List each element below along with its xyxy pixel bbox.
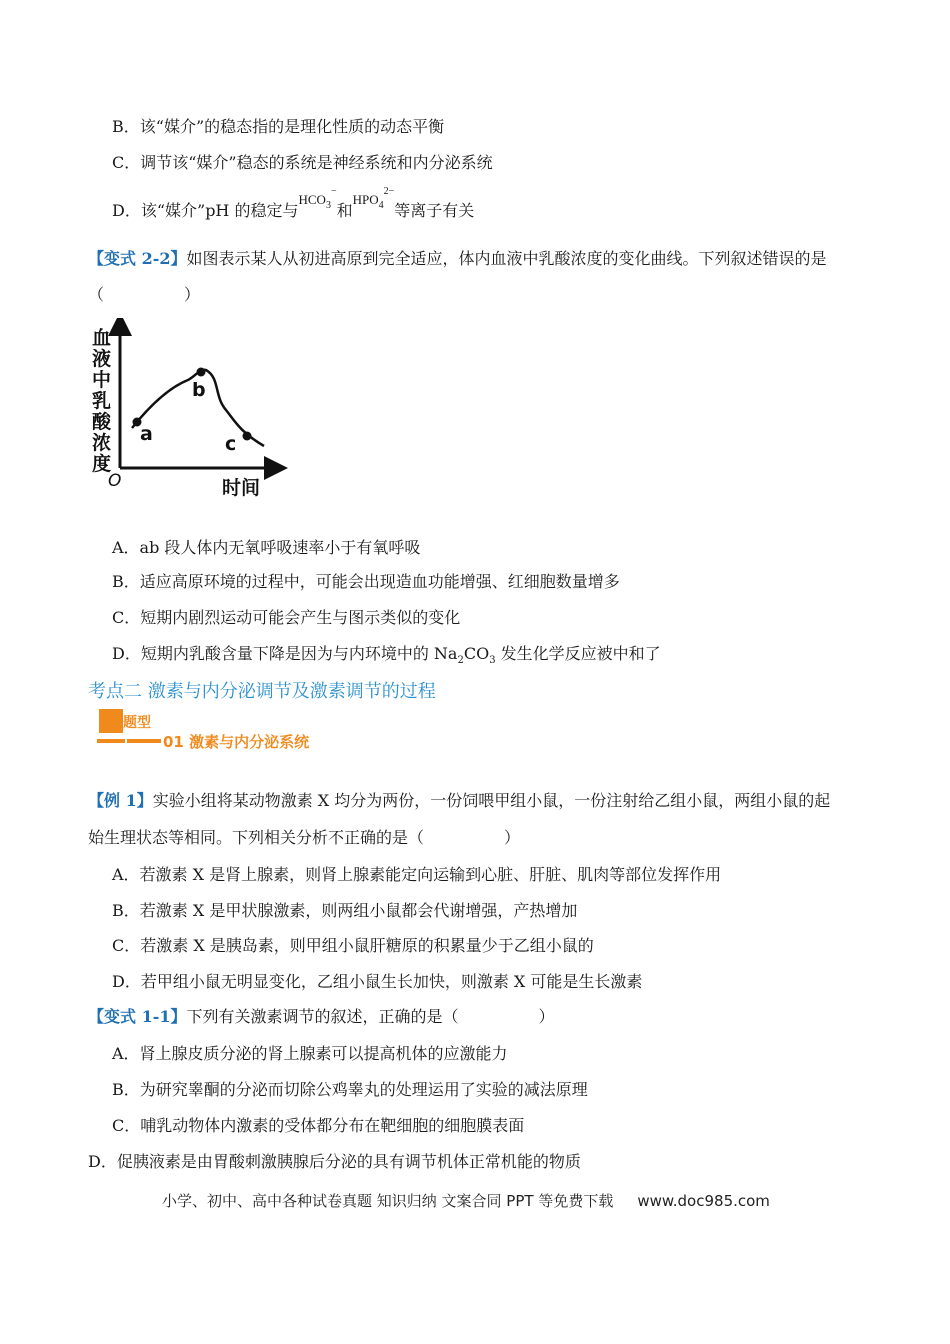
- option-b: [112, 116, 444, 138]
- badge-bar: [127, 739, 161, 743]
- option-a: [112, 1043, 508, 1065]
- option-text: B．为研究睾酮的分泌而切除公鸡睾丸的处理运用了实验的减法原理: [112, 1080, 588, 1099]
- lactate-chart: [88, 318, 288, 508]
- option-d: [112, 643, 661, 668]
- option-text: B．若激素 X 是甲状腺激素，则两组小鼠都会代谢增强，产热增加: [112, 901, 578, 920]
- ion-sup: −: [330, 186, 337, 197]
- question-tag: 【例 1】: [88, 791, 153, 810]
- option-c: [112, 607, 460, 629]
- option-text: CO: [463, 644, 490, 663]
- subscript: 2: [457, 655, 464, 666]
- footer-text: 小学、初中、高中各种试卷真题 知识归纳 文案合同 PPT 等免费下载: [162, 1192, 614, 1210]
- x-axis-label: 时间: [222, 477, 261, 499]
- badge-bar: [97, 739, 125, 743]
- option-text: 和: [336, 201, 353, 220]
- ion-hpo4: [352, 186, 395, 211]
- ion-base: HPO: [352, 192, 379, 207]
- page-footer: [162, 1190, 770, 1211]
- option-text: D．该“媒介”pH 的稳定与: [112, 201, 299, 220]
- ion-hco3: [298, 186, 337, 211]
- blank-text: （ ）: [88, 285, 201, 304]
- stem-text: 实验小组将某动物激素 X 均分为两份，一份饲喂甲组小鼠，一份注射给乙组小鼠，两组小鼠的起: [152, 791, 831, 810]
- option-text: B．适应高原环境的过程中，可能会出现造血功能增强、红细胞数量增多: [112, 572, 620, 591]
- option-text: D．短期内乳酸含量下降是因为与内环境中的 Na: [112, 644, 458, 663]
- option-text: A．若激素 X 是肾上腺素，则肾上腺素能定向运输到心脏、肝脏、肌肉等部位发挥作用: [112, 865, 722, 884]
- point-c: [243, 432, 252, 441]
- y-axis-label: [92, 327, 112, 475]
- option-text: B．该“媒介”的稳态指的是理化性质的动态平衡: [112, 117, 445, 136]
- option-d: [88, 1151, 581, 1173]
- y-axis-label-char: 乳: [92, 390, 112, 412]
- y-axis-label-char: 浓: [92, 432, 112, 454]
- option-b: [112, 900, 577, 922]
- option-text: C．调节该“媒介”稳态的系统是神经系统和内分泌系统: [112, 153, 493, 172]
- ion-sup: 2−: [383, 186, 395, 197]
- option-b: [112, 571, 620, 593]
- question-stem: [88, 248, 827, 270]
- question-tag: 【变式 2-2】: [88, 249, 187, 268]
- question-stem: [88, 790, 830, 812]
- option-c: [112, 1115, 524, 1137]
- option-a: [112, 537, 420, 559]
- option-text: C．哺乳动物体内激素的受体都分布在靶细胞的细胞膜表面: [112, 1116, 525, 1135]
- option-text: A．ab 段人体内无氧呼吸速率小于有氧呼吸: [112, 538, 421, 557]
- option-text: C．短期内剧烈运动可能会产生与图示类似的变化: [112, 608, 461, 627]
- stem-text: 始生理状态等相同。下列相关分析不正确的是（ ）: [88, 828, 521, 847]
- question-stem: [88, 1006, 555, 1028]
- option-text: A．肾上腺皮质分泌的肾上腺素可以提高机体的应激能力: [112, 1044, 508, 1063]
- ion-base: HCO: [298, 192, 326, 207]
- origin-label: O: [108, 471, 122, 491]
- question-type-badge: [97, 709, 163, 749]
- ion-sub: 4: [378, 200, 384, 211]
- y-axis-label-char: 中: [92, 369, 112, 391]
- point-b-label: b: [192, 379, 206, 401]
- option-d: [112, 186, 475, 225]
- point-b: [197, 368, 206, 377]
- option-b: [112, 1079, 588, 1101]
- ion-sub: 3: [325, 200, 331, 211]
- stem-text: 下列有关激素调节的叙述，正确的是（ ）: [186, 1007, 555, 1026]
- y-axis-label-char: 酸: [92, 411, 112, 433]
- question-tag: 【变式 1-1】: [88, 1007, 187, 1026]
- option-d: [112, 971, 642, 993]
- y-axis-label-char: 液: [92, 348, 112, 370]
- answer-blank: [88, 284, 200, 306]
- option-c: [112, 152, 493, 174]
- y-axis-label-char: 度: [92, 453, 112, 475]
- stem-text: 如图表示某人从初进高原到完全适应，体内血液中乳酸浓度的变化曲线。下列叙述错误的是: [186, 249, 827, 268]
- option-text: 等离子有关: [394, 201, 475, 220]
- footer-link[interactable]: www.doc985.com: [637, 1192, 770, 1210]
- question-type-title: 01 激素与内分泌系统: [163, 733, 310, 751]
- subscript: 3: [489, 655, 496, 666]
- section-heading: 考点二 激素与内分泌调节及激素调节的过程: [88, 681, 436, 702]
- option-a: [112, 864, 721, 886]
- option-text: D．促胰液素是由胃酸刺激胰腺后分泌的具有调节机体正常机能的物质: [88, 1152, 581, 1171]
- point-c-label: c: [225, 433, 237, 455]
- option-c: [112, 935, 594, 957]
- option-text: D．若甲组小鼠无明显变化，乙组小鼠生长加快，则激素 X 可能是生长激素: [112, 972, 643, 991]
- question-stem-cont: [88, 827, 520, 849]
- option-text: C．若激素 X 是胰岛素，则甲组小鼠肝糖原的积累量少于乙组小鼠的: [112, 936, 594, 955]
- option-text: 发生化学反应被中和了: [495, 644, 661, 663]
- y-axis-label-char: 血: [92, 327, 112, 349]
- badge-label: 题型: [123, 715, 151, 731]
- badge-square: [99, 709, 123, 733]
- point-a-label: a: [140, 423, 153, 445]
